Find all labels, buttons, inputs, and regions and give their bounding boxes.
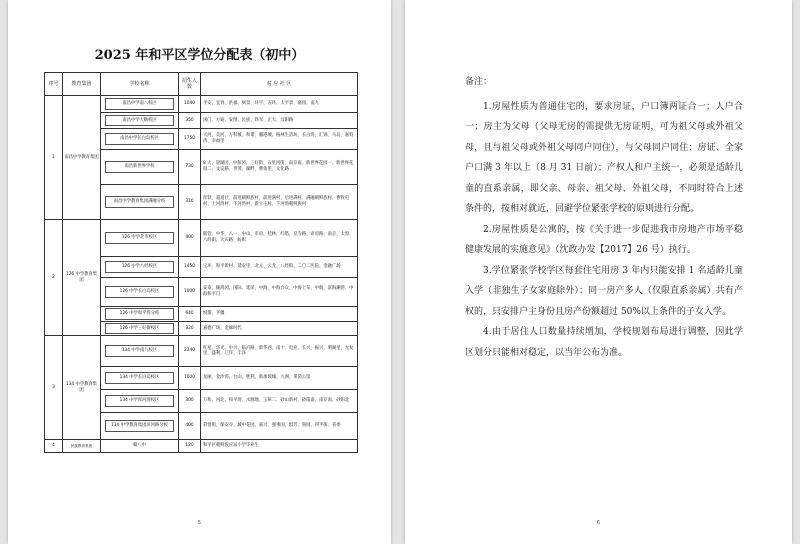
header-no: 序号 bbox=[45, 73, 63, 96]
school-quota: 640 bbox=[179, 307, 201, 322]
school-name: 南昌中学教育集团满融分校 bbox=[105, 196, 174, 208]
school-community: 国门、方迪、安图、民族、铁军、正大、汉阳路 bbox=[201, 113, 358, 129]
school-quota: 1000 bbox=[179, 278, 201, 307]
school-community: 红星、华光、中兴、临沂路、新华西、南十、电业、长兴、振兴、明湖里、光复里、盛利、辽洋、丰泽 bbox=[201, 336, 358, 367]
table-row bbox=[45, 96, 358, 113]
school-name: 126 中学八经校区 bbox=[105, 261, 174, 273]
page-number: 5 bbox=[197, 520, 202, 526]
table-header-row bbox=[45, 73, 358, 96]
note-paragraph: 3.学位紧张学校学区每套住宅用房 3 年内只能安排 1 名适龄儿童入学（非独生子女家庭除外）；同一房产多人（仅限直系亲属）共有产权的，只安排户主身份且房产份额超过 50%以上条件的子女入学。 bbox=[465, 265, 743, 317]
school-community: 平安、宜春、洪福、枫景、环宇、五环、太平景、嘉园、南九 bbox=[201, 96, 358, 113]
table-row bbox=[45, 440, 358, 453]
school-name: 134 中学南九校区 bbox=[105, 345, 174, 357]
school-quota: 1750 bbox=[179, 129, 201, 150]
school-quota: 350 bbox=[179, 113, 201, 129]
school-community: 安泰、颐鸿园、国际、延泽、中海、中海台众、中海上东、中航、富海澜湾、中海和平门 bbox=[201, 278, 358, 307]
note-paragraph: 2.房屋性质是公寓的，按《关于进一步促进我市房地产市场平稳健康发展的实施意见》（沈政办发【2017】26 号）执行。 bbox=[465, 224, 743, 255]
group-no: 4 bbox=[45, 440, 63, 453]
group-no: 2 bbox=[45, 220, 63, 336]
group-no: 3 bbox=[45, 336, 63, 440]
school-community: 嘉德广场、金廊时代 bbox=[201, 321, 358, 336]
header-school: 学校名称 bbox=[101, 73, 179, 96]
school-community: 和平区朝鲜族应届小学毕业生 bbox=[201, 440, 358, 453]
group-name: 民族教育集团 bbox=[63, 440, 101, 453]
school-community: 8 大、迎湖园、中和园、三好街、五里河街、南京南、新世界花园一、新世界花园二、文安路、世茂、湖畔、曹妆里、文化路 bbox=[201, 150, 358, 185]
school-community: 龙丽、金沙湾、台山、胜利、新加坡城、九洲、莱茵公馆 bbox=[201, 367, 358, 390]
school-community: 悦都、平疆 bbox=[201, 307, 358, 322]
school-community: 浑铁、超道社、前进朝鲜族村、前进满村、后进满村、满融朝鲜族村、曹牧屯村、上河湾村、下河湾村、新立屯村、下河湾朝鲜族村 bbox=[201, 185, 358, 220]
group-name: 126 中学教育集团 bbox=[63, 220, 101, 336]
school-community: 天河、美河、万科城、和谐、馨港城、格林生活坊、长白湾、汇锦、马岛、嘉特湾、幸福里 bbox=[201, 129, 358, 150]
school-quota: 310 bbox=[179, 185, 201, 220]
school-name: 126 中学北市校区 bbox=[105, 232, 174, 244]
school-quota: 320 bbox=[179, 321, 201, 336]
school-name: 126 中学长白岛校区 bbox=[105, 286, 174, 298]
school-name: 134 中学浑河湾校区 bbox=[105, 395, 174, 407]
school-quota: 300 bbox=[179, 390, 201, 413]
school-name: 南昌中学长白岛校区 bbox=[105, 133, 174, 145]
school-community: 宝环、和平新村、延安里、北元、云龙、八经街、二〇二医院、金融广场 bbox=[201, 257, 358, 278]
school-community: 彩悟街、保安寺、城中花园、嘉兴、强事国、群芳、鲁园、四平街、省委 bbox=[201, 413, 358, 440]
school-name: 126 中学三好街校区 bbox=[105, 323, 174, 335]
school-quota: 1450 bbox=[179, 257, 201, 278]
header-group: 教育集团 bbox=[63, 73, 101, 96]
page-title: 2025 年和平区学位分配表（初中） bbox=[94, 48, 305, 63]
school-name: 南昌中学南八校区 bbox=[105, 98, 174, 110]
school-name: 126 中学和平湾分校 bbox=[105, 308, 174, 320]
table-row bbox=[45, 220, 358, 257]
school-name: 南昌新世界学校 bbox=[105, 161, 174, 173]
header-quota: 招生人数 bbox=[179, 73, 201, 96]
school-name: 134 中学教育集团滨河路分校 bbox=[105, 420, 174, 432]
school-community: 联营、中华、八一、中山、市府、桂林、红塔、皇寺路、市府路、南京、太原、八经街、大庆路、纺织 bbox=[201, 220, 358, 257]
notes-heading: 备注： bbox=[465, 77, 493, 87]
school-community: 万和、河北、和平湾、水源地、玉犀二、砂山新村、砂阳南、南京南、砂阳北 bbox=[201, 390, 358, 413]
allocation-table bbox=[44, 72, 358, 453]
page-left bbox=[8, 0, 391, 544]
school-name: 134 中学长白岛校区 bbox=[105, 372, 174, 384]
group-name: 134 中学教育集团 bbox=[63, 336, 101, 440]
school-quota: 730 bbox=[179, 150, 201, 185]
header-community: 对 应 社 区 bbox=[201, 73, 358, 96]
table-row bbox=[45, 336, 358, 367]
school-quota: 400 bbox=[179, 413, 201, 440]
page-number: 6 bbox=[596, 520, 601, 526]
note-paragraph: 1.房屋性质为普通住宅的，要求房证，户口簿两证合一；人户合一；房主为父母（父母无房的需提供无房证明，可为祖父母或外祖父母，且与祖父母或外祖父母同户同住），与父母同户同住；房证、全家户口满 3 年以上（8 月 31 日前）；产权人和户主统一，必须是适龄儿童的直系亲属，即父亲、母亲、祖父母、外祖父母，不同时符合上述条件的，按相对就近，回避学位紧张学校的原则进行分配。 bbox=[465, 101, 743, 214]
school-quota: 120 bbox=[179, 440, 201, 453]
group-name: 南昌中学教育集团 bbox=[63, 96, 101, 220]
school-quota: 1040 bbox=[179, 96, 201, 113]
school-quota: 1000 bbox=[179, 367, 201, 390]
notes-section bbox=[465, 72, 743, 363]
group-no: 1 bbox=[45, 96, 63, 220]
school-quota: 400 bbox=[179, 220, 201, 257]
school-name: 朝八中 bbox=[101, 440, 179, 453]
note-paragraph: 4.由于居住人口数量持续增加，学校规划布局进行调整，因此学区划分只能相对稳定，以当年公布为准。 bbox=[465, 327, 743, 358]
page-right bbox=[405, 0, 792, 544]
school-name: 南昌中学大顺校区 bbox=[105, 115, 174, 127]
school-quota: 2240 bbox=[179, 336, 201, 367]
